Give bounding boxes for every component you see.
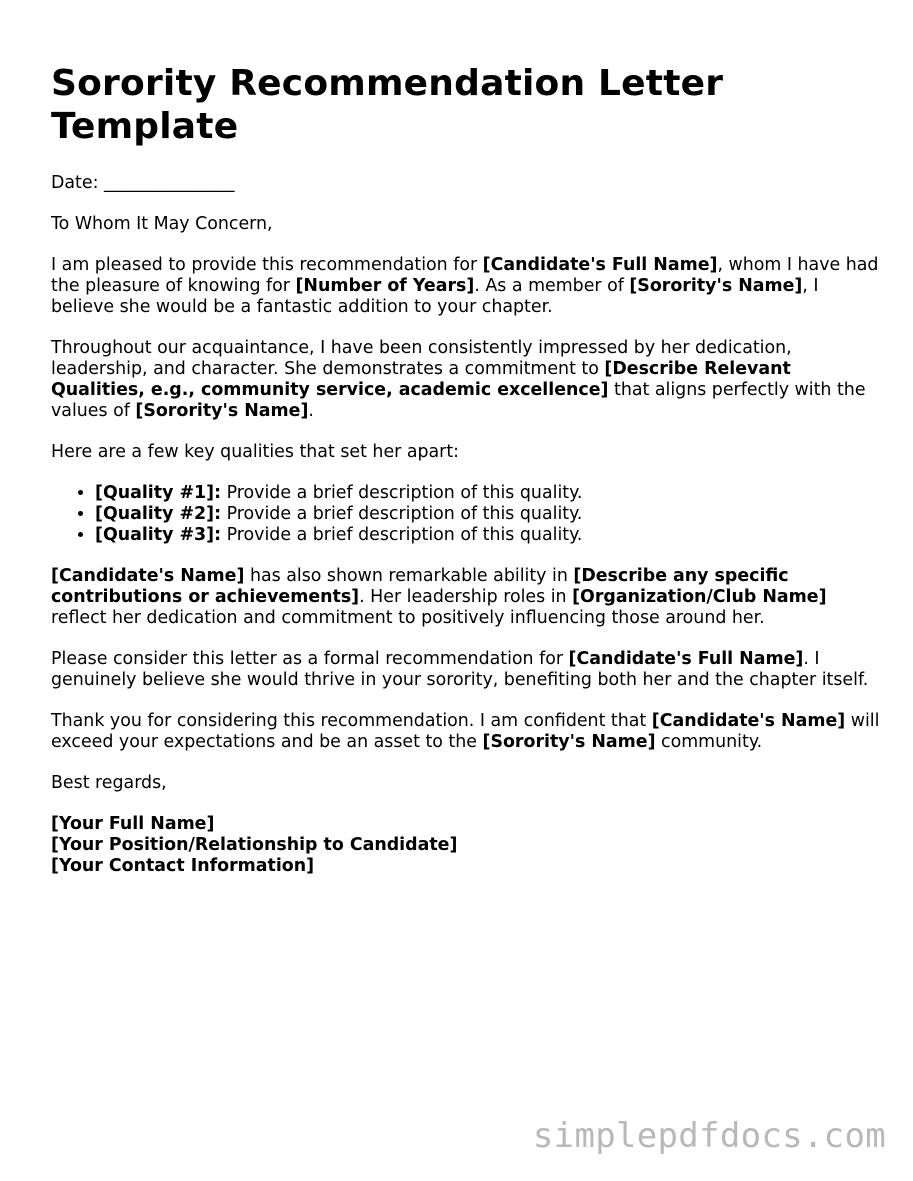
placeholder-candidate-name: [Candidate's Name] bbox=[651, 711, 846, 731]
quality-text: Provide a brief description of this quality. bbox=[221, 504, 583, 524]
text-run: , I believe she would be a fantastic addition to your chapter. bbox=[51, 276, 819, 317]
quality-text: Provide a brief description of this quality. bbox=[221, 483, 583, 503]
date-line bbox=[51, 173, 881, 194]
placeholder-candidate-full-name: [Candidate's Full Name] bbox=[482, 255, 718, 275]
letter-document bbox=[51, 62, 881, 877]
placeholder-sorority-name: [Sorority's Name] bbox=[482, 732, 656, 752]
paragraph-thanks bbox=[51, 711, 881, 753]
text-run: , whom I have had the pleasure of knowing for bbox=[51, 255, 879, 296]
text-run: . bbox=[308, 401, 314, 421]
quality-text: Provide a brief description of this quality. bbox=[221, 525, 583, 545]
paragraph-intro bbox=[51, 255, 881, 318]
watermark: simplepdfdocs.com bbox=[532, 1116, 886, 1156]
text-run: community. bbox=[655, 732, 763, 752]
text-run: Thank you for considering this recommendation. I am confident that bbox=[51, 711, 652, 731]
placeholder-contributions: [Describe any specific contributions or achievements] bbox=[51, 566, 789, 607]
text-run: . I genuinely believe she would thrive in your sorority, benefiting both her and the chapter itself. bbox=[51, 649, 869, 690]
placeholder-sorority-name: [Sorority's Name] bbox=[629, 276, 803, 296]
qualities-intro: Here are a few key qualities that set her apart: bbox=[51, 442, 459, 462]
text-run: reflect her dedication and commitment to positively influencing those around her. bbox=[51, 608, 765, 628]
text-run: Throughout our acquaintance, I have been consistently impressed by her dedication, leadership, and character. She demonstrates a commitment to bbox=[51, 338, 792, 379]
signature-block bbox=[51, 814, 881, 877]
closing: Best regards, bbox=[51, 773, 167, 793]
text-run: that aligns perfectly with the values of bbox=[51, 380, 866, 421]
text-run: will exceed your expectations and be an asset to the bbox=[51, 711, 880, 752]
page-title: Sorority Recommendation Letter Template bbox=[51, 63, 724, 147]
paragraph-achievements bbox=[51, 566, 881, 629]
salutation: To Whom It May Concern, bbox=[51, 214, 273, 234]
quality-label: [Quality #3]: bbox=[95, 525, 222, 545]
paragraph-qualities-description bbox=[51, 338, 881, 422]
placeholder-relevant-qualities: [Describe Relevant Qualities, e.g., community service, academic excellence] bbox=[51, 359, 791, 400]
list-item bbox=[95, 504, 881, 525]
signature-position: [Your Position/Relationship to Candidate] bbox=[51, 835, 458, 855]
text-run: Please consider this letter as a formal recommendation for bbox=[51, 649, 569, 669]
text-run: . Her leadership roles in bbox=[359, 587, 573, 607]
placeholder-sorority-name: [Sorority's Name] bbox=[135, 401, 309, 421]
qualities-list bbox=[51, 483, 881, 546]
text-run: has also shown remarkable ability in bbox=[244, 566, 574, 586]
text-run: . As a member of bbox=[474, 276, 630, 296]
placeholder-candidate-full-name: [Candidate's Full Name] bbox=[568, 649, 804, 669]
date-label: Date: bbox=[51, 173, 104, 193]
quality-label: [Quality #1]: bbox=[95, 483, 222, 503]
signature-contact: [Your Contact Information] bbox=[51, 856, 315, 876]
date-blank: _______________ bbox=[103, 173, 235, 193]
placeholder-number-of-years: [Number of Years] bbox=[295, 276, 475, 296]
signature-name: [Your Full Name] bbox=[51, 814, 215, 834]
list-item bbox=[95, 525, 881, 546]
list-item bbox=[95, 483, 881, 504]
quality-label: [Quality #2]: bbox=[95, 504, 222, 524]
placeholder-organization-name: [Organization/Club Name] bbox=[572, 587, 827, 607]
paragraph-recommendation bbox=[51, 649, 881, 691]
text-run: I am pleased to provide this recommendation for bbox=[51, 255, 483, 275]
placeholder-candidate-name: [Candidate's Name] bbox=[51, 566, 245, 586]
